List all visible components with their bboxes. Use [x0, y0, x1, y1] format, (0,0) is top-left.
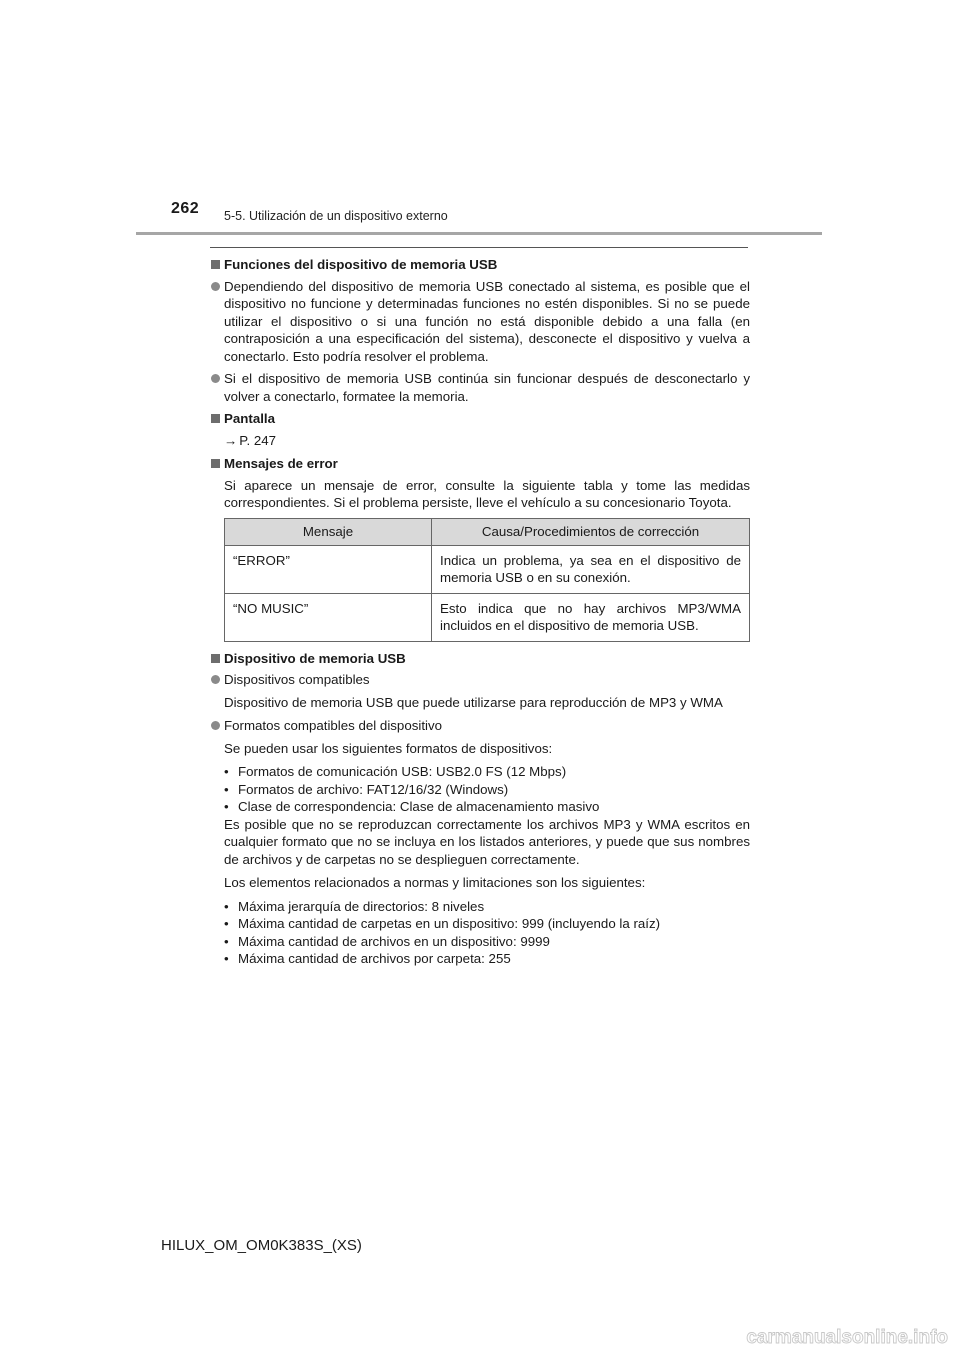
svg-text:carmanualsonline.info: carmanualsonline.info	[746, 1327, 948, 1348]
list-item-text: Clase de correspondencia: Clase de almacenamiento masivo	[238, 799, 600, 814]
table-row	[225, 593, 750, 641]
bullet-item	[210, 278, 750, 366]
bullet-dot-icon	[211, 374, 220, 383]
list-item: • Máxima cantidad de carpetas en un dispositivo: 999 (incluyendo la raíz)	[224, 916, 661, 931]
bullet-text: Si el dispositivo de memoria USB continúa sin funcionar después de desconectarlo y volver a conectarlo, formatee la memoria.	[224, 371, 750, 404]
section-title: 5-5. Utilización de un dispositivo externo	[224, 209, 448, 223]
table-header-row	[225, 518, 750, 545]
list-item: • Máxima cantidad de archivos en un dispositivo: 9999	[224, 933, 550, 949]
error-messages-heading: Mensajes de error	[210, 455, 750, 473]
table-header-message: Mensaje	[225, 518, 432, 545]
page-reference-link[interactable]: P. 247	[239, 432, 277, 448]
arrow-right-icon: →	[224, 432, 238, 448]
bullet-text: Dependiendo del dispositivo de memoria USB conectado al sistema, es posible que el dispositivo no funcione y determinadas funciones no estén disponibles. Si no se puede utilizar el dispositivo o si una función no está disponible debido a una falla (en contraposición a una especificación del sistema), desconecte el dispositivo y vuelva a conectarlo. Esto podría resolver el problema.	[224, 278, 750, 364]
usb-device-heading: Dispositivo de memoria USB	[210, 650, 750, 668]
bullet-item	[210, 370, 750, 405]
bullet-dot-icon	[211, 721, 220, 730]
list-item-text: Formatos de comunicación USB: USB2.0 FS (12 Mbps)	[238, 764, 567, 779]
error-intro: Si aparece un mensaje de error, consulte la siguiente tabla y tome las medidas correspondientes. Si el problema persiste, lleve el vehículo a su concesionario Toyota.	[224, 477, 750, 510]
page-content	[210, 256, 750, 968]
limits-intro: Los elementos relacionados a normas y limitaciones son los siguientes:	[224, 875, 646, 890]
watermark-logo	[710, 1322, 950, 1352]
list-item: • Clase de correspondencia: Clase de almacenamiento masivo	[224, 799, 600, 814]
page-number: 262	[171, 200, 200, 217]
bullet-text: Formatos compatibles del dispositivo	[224, 718, 443, 733]
list-item-text: Máxima cantidad de archivos en un dispositivo: 9999	[238, 933, 550, 949]
list-item: • Formatos de comunicación USB: USB2.0 FS (12 Mbps)	[224, 764, 567, 779]
table-cell-message: “ERROR”	[225, 545, 432, 593]
compatible-devices-text: Dispositivo de memoria USB que puede utilizarse para reproducción de MP3 y WMA	[224, 694, 723, 710]
page-reference	[210, 432, 750, 450]
limits-list	[210, 898, 750, 968]
header-rule	[136, 232, 822, 235]
formats-list	[210, 763, 750, 816]
list-item: • Máxima cantidad de archivos por carpeta: 255	[224, 951, 511, 966]
error-table	[224, 518, 750, 642]
table-cell-message: “NO MUSIC”	[225, 593, 432, 641]
usb-functions-heading: Funciones del dispositivo de memoria USB	[210, 256, 750, 274]
formats-intro: Se pueden usar los siguientes formatos de dispositivos:	[224, 740, 553, 756]
bullet-item	[210, 671, 750, 689]
bullet-text: Dispositivos compatibles	[224, 672, 370, 687]
table-cell-cause: Esto indica que no hay archivos MP3/WMA incluidos en el dispositivo de memoria USB.	[432, 593, 750, 641]
list-item-text: Máxima cantidad de carpetas en un dispositivo: 999 (incluyendo la raíz)	[238, 916, 661, 931]
list-item: • Formatos de archivo: FAT12/16/32 (Windows)	[224, 781, 509, 797]
bullet-dot-icon	[211, 282, 220, 291]
footer-code: HILUX_OM_OM0K383S_(XS)	[161, 1237, 362, 1254]
list-item-text: Máxima cantidad de archivos por carpeta: 255	[238, 951, 511, 966]
display-heading: Pantalla	[210, 410, 750, 428]
formats-note: Es posible que no se reproduzcan correctamente los archivos MP3 y WMA escritos en cualquier formato que no se incluya en los listados anteriores, y puede que sus nombres de archivos y de carpetas no se desplieguen correctamente.	[224, 816, 750, 867]
table-row	[225, 545, 750, 593]
list-item-text: Formatos de archivo: FAT12/16/32 (Windows)	[238, 781, 509, 797]
table-header-cause: Causa/Procedimientos de corrección	[432, 518, 750, 545]
table-cell-cause: Indica un problema, ya sea en el dispositivo de memoria USB o en su conexión.	[432, 545, 750, 593]
list-item-text: Máxima jerarquía de directorios: 8 niveles	[238, 898, 485, 914]
list-item: • Máxima jerarquía de directorios: 8 niveles	[224, 898, 485, 914]
bullet-item	[210, 717, 750, 735]
bullet-dot-icon	[211, 675, 220, 684]
content-rule	[210, 247, 748, 248]
